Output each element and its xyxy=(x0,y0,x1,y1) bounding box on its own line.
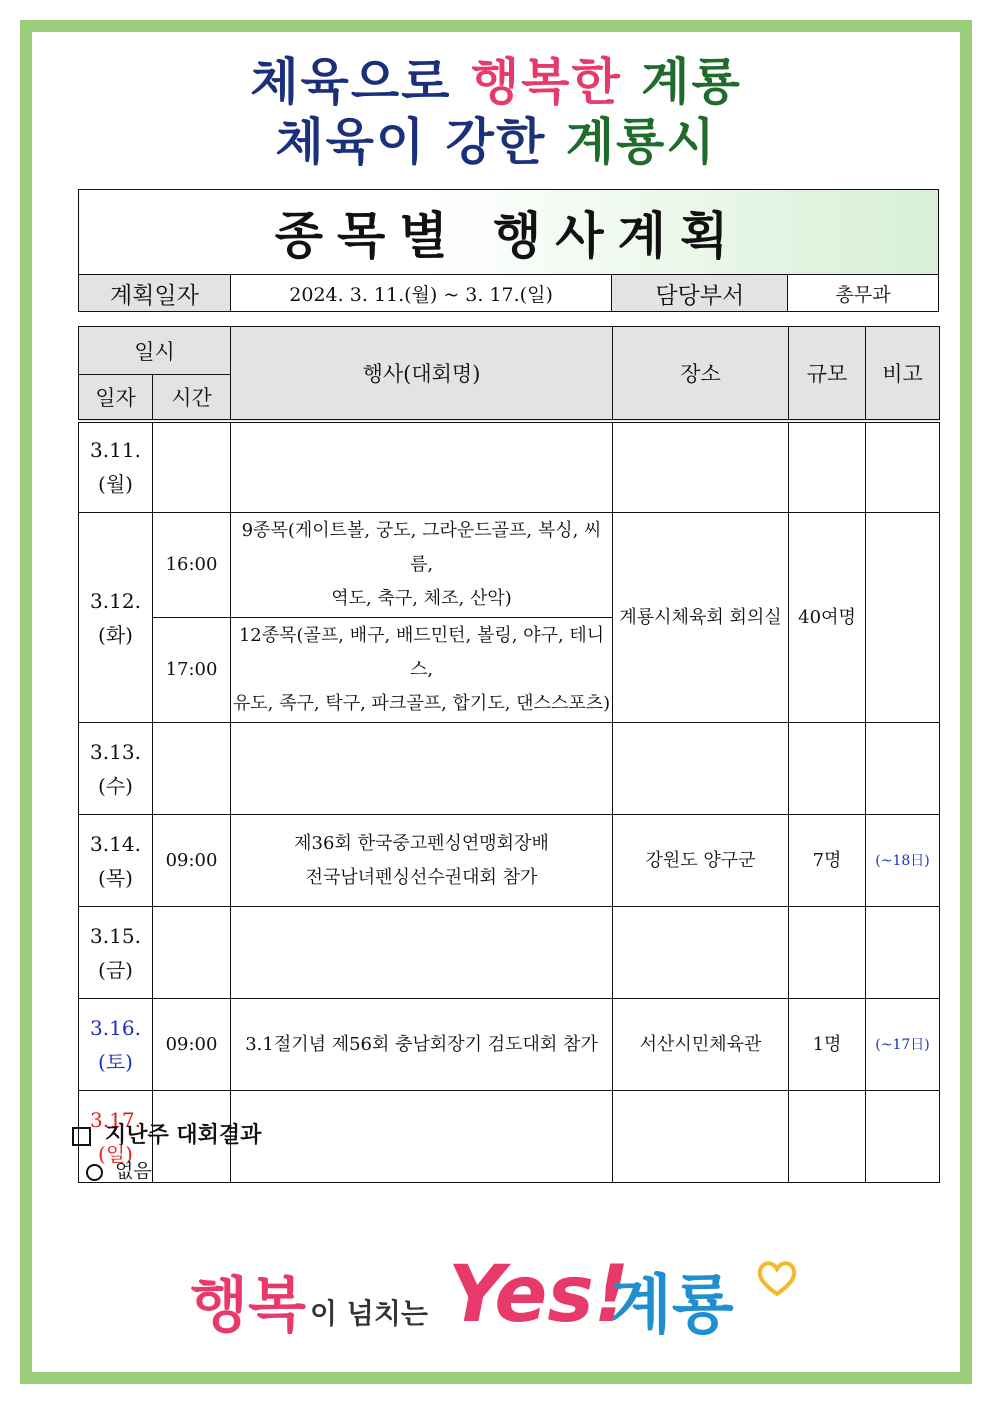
place-cell: 계룡시체육회 회의실 xyxy=(613,513,789,723)
dept-label: 담당부서 xyxy=(612,275,788,312)
footer-logo xyxy=(190,1250,810,1350)
slogan-text: 계룡 xyxy=(641,53,742,111)
slogan-text: 행복한 xyxy=(470,53,622,111)
plan-date-value: 2024. 3. 11.(월) ~ 3. 17.(일) xyxy=(230,275,612,312)
last-week-results-heading xyxy=(72,1118,261,1149)
schedule-table xyxy=(78,326,940,1183)
dept-value: 총무과 xyxy=(788,275,939,312)
note-cell: (~17日) xyxy=(866,999,940,1091)
heart-icon xyxy=(755,1256,799,1300)
scale-cell: 40여명 xyxy=(789,513,866,723)
footer-logo-text: 계룡 xyxy=(610,1269,734,1343)
table-row xyxy=(79,421,940,513)
note-cell: (~18日) xyxy=(866,815,940,907)
event-cell: 9종목(게이트볼, 궁도, 그라운드골프, 복싱, 씨름, 역도, 축구, 체조, 산악) xyxy=(231,513,613,618)
time-cell: 09:00 xyxy=(153,999,231,1091)
date-cell: 3.17. (일) xyxy=(79,1091,153,1183)
header-scale: 규모 xyxy=(789,327,866,421)
time-cell: 16:00 xyxy=(153,513,231,618)
table-row xyxy=(79,513,940,618)
slogan-text: 계룡시 xyxy=(565,113,717,171)
date-cell: 3.16. (토) xyxy=(79,999,153,1091)
event-cell: 3.1절기념 제56회 충남회장기 검도대회 참가 xyxy=(231,999,613,1091)
header-time: 시간 xyxy=(153,375,231,421)
slogan-line-1 xyxy=(0,52,992,112)
header-note: 비고 xyxy=(866,327,940,421)
table-row xyxy=(79,815,940,907)
table-row xyxy=(79,723,940,815)
header-place: 장소 xyxy=(613,327,789,421)
event-cell: 12종목(골프, 배구, 배드민턴, 볼링, 야구, 테니스, 유도, 족구, 탁구, 파크골프, 합기도, 댄스스포츠) xyxy=(231,618,613,723)
scale-cell: 1명 xyxy=(789,999,866,1091)
place-cell: 강원도 양구군 xyxy=(613,815,789,907)
time-cell: 17:00 xyxy=(153,618,231,723)
date-cell: 3.11. (월) xyxy=(79,421,153,513)
header-datetime: 일시 xyxy=(79,327,231,375)
plan-date-label: 계획일자 xyxy=(79,275,231,312)
header-date: 일자 xyxy=(79,375,153,421)
header-event: 행사(대회명) xyxy=(231,327,613,421)
page-title: 종목별 행사계획 xyxy=(79,190,939,275)
note-cell xyxy=(866,513,940,723)
scale-cell: 7명 xyxy=(789,815,866,907)
date-cell: 3.14. (목) xyxy=(79,815,153,907)
results-item xyxy=(86,1156,152,1183)
date-cell: 3.15. (금) xyxy=(79,907,153,999)
date-cell: 3.13. (수) xyxy=(79,723,153,815)
table-row xyxy=(79,999,940,1091)
results-item-text: 없음 xyxy=(115,1160,152,1182)
footer-logo-text: Yes! xyxy=(448,1250,630,1340)
results-title: 지난주 대회결과 xyxy=(105,1123,262,1148)
slogan-line-2 xyxy=(0,112,992,172)
slogan-text: 체육으로 xyxy=(250,53,452,111)
event-cell: 제36회 한국중고펜싱연맹회장배 전국남녀펜싱선수권대회 참가 xyxy=(231,815,613,907)
footer-logo-text: 이 넘치는 xyxy=(310,1297,428,1330)
plan-header-table xyxy=(78,189,939,312)
circle-bullet-icon xyxy=(86,1164,103,1181)
date-cell: 3.12. (화) xyxy=(79,513,153,723)
time-cell: 09:00 xyxy=(153,815,231,907)
table-row xyxy=(79,907,940,999)
footer-logo-text: 행복 xyxy=(190,1271,306,1341)
square-bullet-icon xyxy=(72,1127,91,1146)
place-cell: 서산시민체육관 xyxy=(613,999,789,1091)
slogan-text: 체육이 강한 xyxy=(275,113,547,171)
